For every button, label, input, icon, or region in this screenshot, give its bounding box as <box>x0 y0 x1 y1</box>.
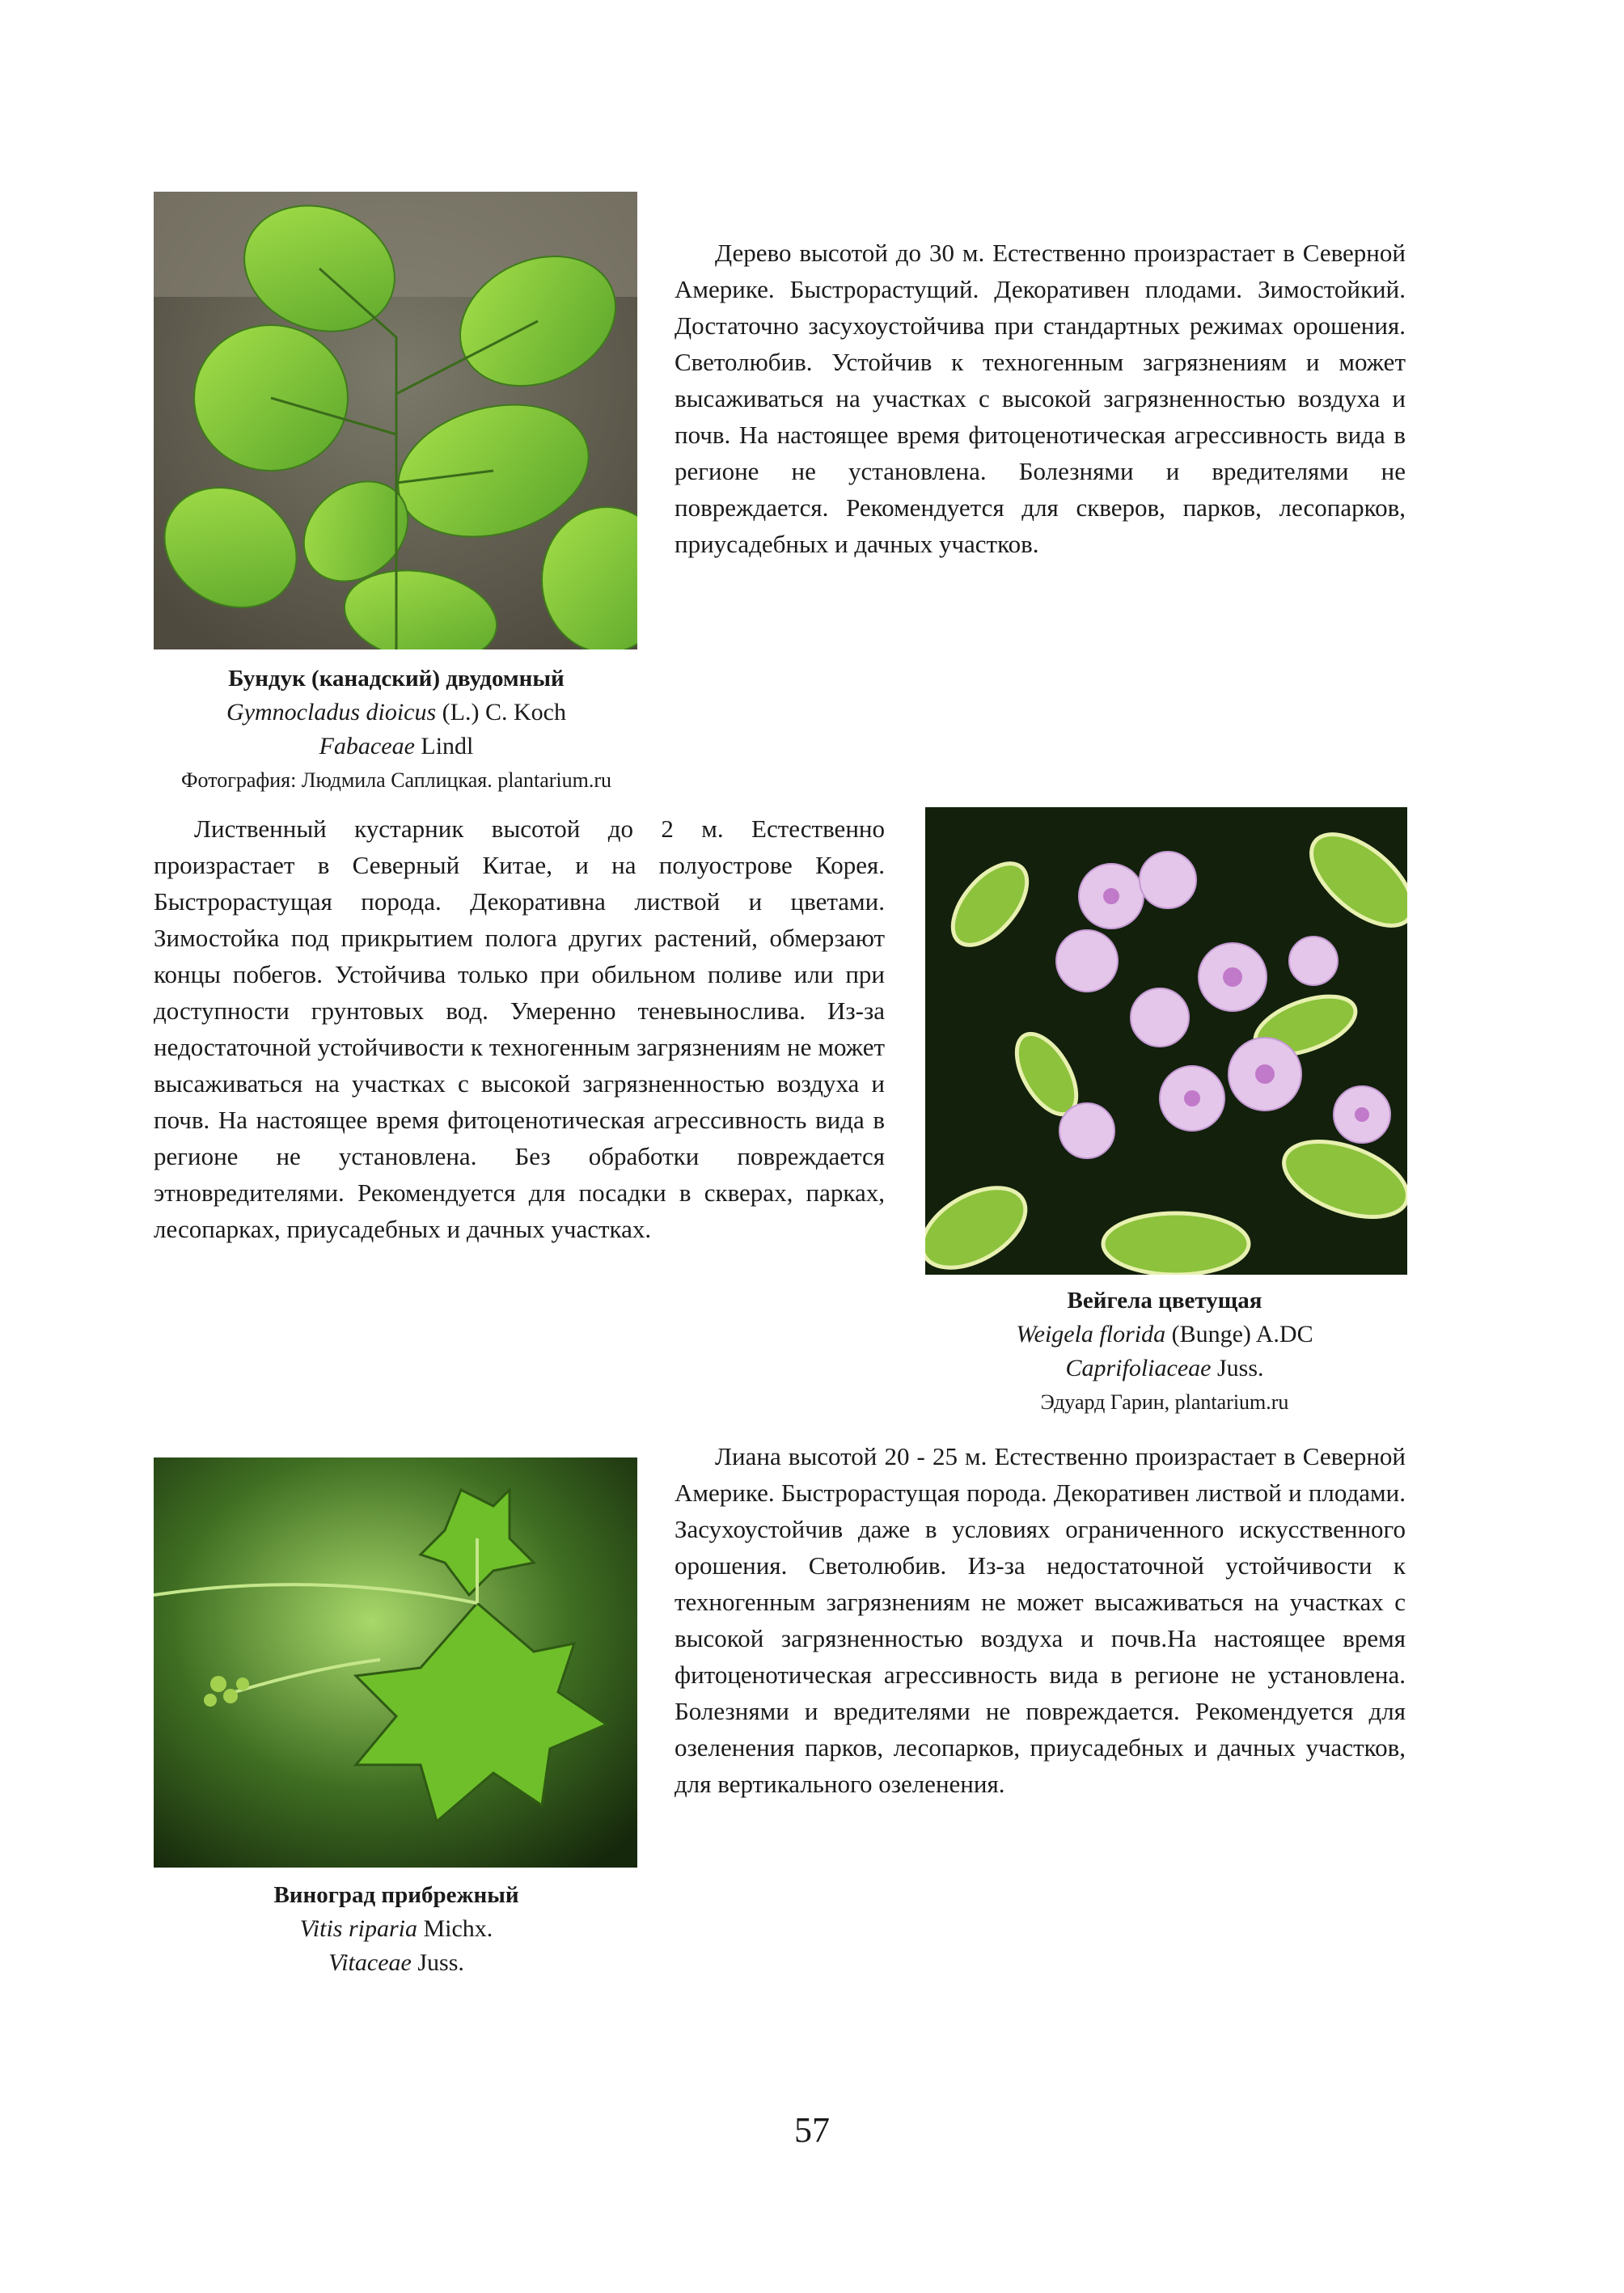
weigela-family: Caprifoliaceae Juss. <box>1065 1355 1264 1381</box>
vitis-caption <box>105 1878 687 1980</box>
weigela-caption <box>882 1284 1448 1419</box>
weigela-latin-name: Weigela florida (Bunge) A.DC <box>1016 1321 1313 1347</box>
kentucky-coffeetree-leaves-photo <box>154 192 637 649</box>
gymnocladus-description: Дерево высотой до 30 м. Естественно произрастает в Северной Америке. Быстрорастущий. Декоративен плодами. Зимостойкий. Достаточно засухоустойчива при стандартных режимах орошения. Светолюбив. Устойчив к техногенным загрязнениям и может высаживаться на участках с высокой загрязненностью воздуха и почв. На настоящее время фитоценотическая агрессивность вида в регионе не установлена. Болезнями и вредителями не повреждается. Рекомендуется для скверов, парков, лесопарков, приусадебных и дачных участков. <box>675 239 1406 558</box>
riverbank-grape-leaf-photo <box>154 1457 637 1868</box>
weigela-photo-credit: Эдуард Гарин, plantarium.ru <box>1040 1390 1289 1414</box>
vitis-latin-name: Vitis riparia Michx. <box>299 1915 493 1942</box>
weigela-description: Лиственный кустарник высотой до 2 м. Естественно произрастает в Северный Китае, и на полуострове Корея. Быстрорастущая порода. Декоративна листвой и цветами. Зимостойка под прикрытием полога других растений, обмерзают концы побегов. Устойчива только при обильном поливе или при доступности грунтовых вод. Умеренно теневынослива. Из-за недостаточной устойчивости к техногенным загрязнениям не может высаживаться на участках с высокой загрязненностью воздуха и почв. На настоящее время фитоценотическая агрессивность вида в регионе не установлена. Без обработки повреждается этновредителями. Рекомендуется для посадки в скверах, парках, лесопарках, приусадебных и дачных участках. <box>154 814 885 1243</box>
vitis-family: Vitaceae Juss. <box>328 1949 464 1976</box>
gymnocladus-caption <box>105 662 687 797</box>
vitis-common-name: Виноград прибрежный <box>273 1882 519 1908</box>
weigela-common-name: Вейгела цветущая <box>1067 1288 1262 1314</box>
gymnocladus-common-name: Бундук (канадский) двудомный <box>228 666 565 692</box>
gymnocladus-latin-name: Gymnocladus dioicus (L.) C. Koch <box>226 699 566 726</box>
weigela-flowers-photo <box>925 807 1407 1275</box>
gymnocladus-photo-credit: Фотография: Людмила Саплицкая. plantarium.ru <box>181 768 611 792</box>
page-number: 57 <box>794 2110 830 2150</box>
gymnocladus-family: Fabaceae Lindl <box>319 733 474 759</box>
vitis-description: Лиана высотой 20 - 25 м. Естественно произрастает в Северной Америке. Быстрорастущая порода. Декоративен листвой и плодами. Засухоустойчив даже в условиях ограниченного искусственного орошения. Светолюбив. Из-за недостаточной устойчивости к техногенным загрязнениям не может высаживаться на участках с высокой загрязненностью воздуха и почв.На настоящее время фитоценотическая агрессивность вида в регионе не установлена. Болезнями и вредителями не повреждается. Рекомендуется для озеленения парков, лесопарков, приусадебных и дачных участков, для вертикального озеленения. <box>675 1442 1406 1798</box>
